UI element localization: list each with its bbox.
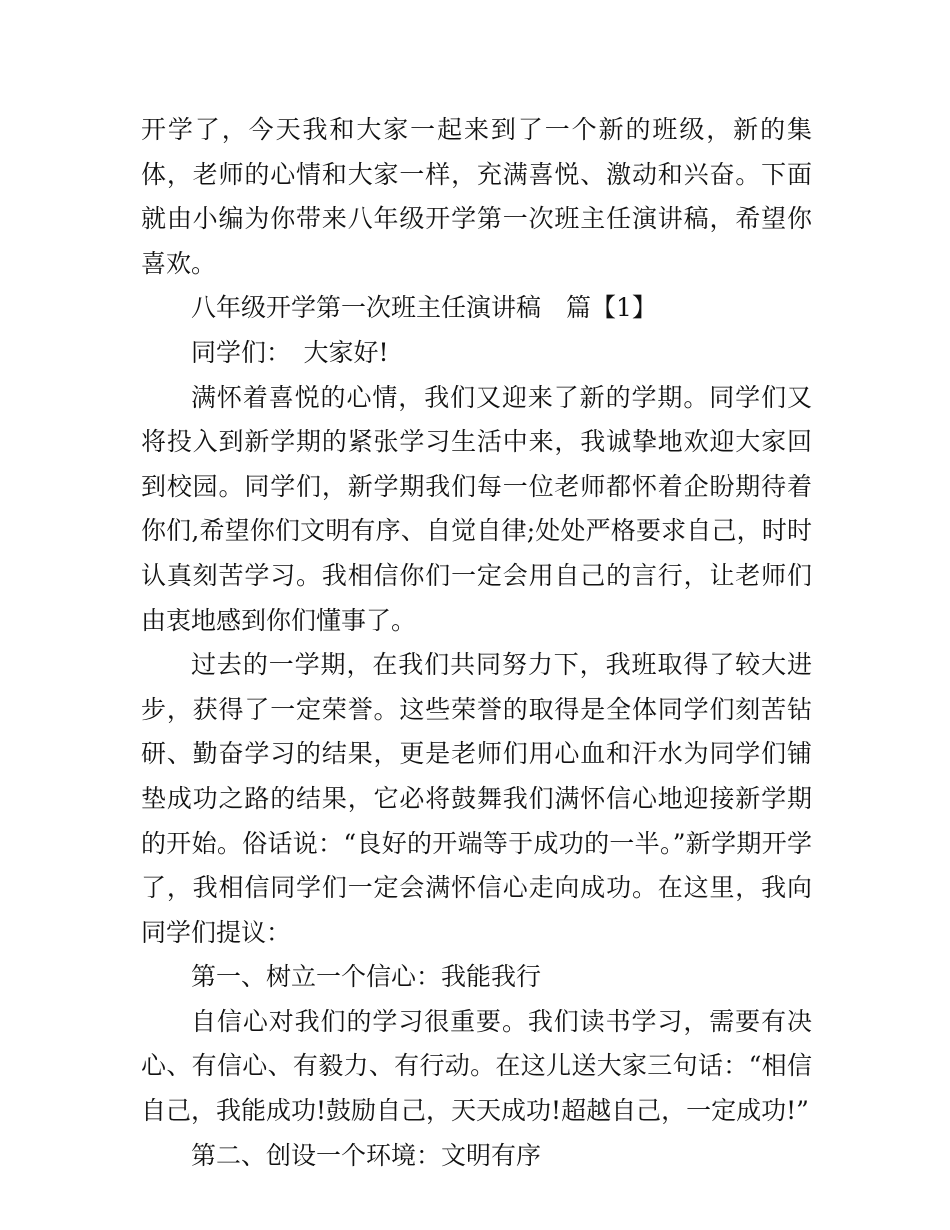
point-heading-2: 第二、创设一个环境：文明有序 bbox=[191, 1140, 542, 1170]
body-paragraph: 自信心对我们的学习很重要。我们读书学习，需要有决心、有信心、有毅力、有行动。在这儿送大家三句话：“相信自己，我能成功!鼓励自己，天天成功!超越自己，一定成功!” bbox=[141, 1006, 812, 1126]
intro-paragraph: 开学了，今天我和大家一起来到了一个新的班级，新的集体，老师的心情和大家一样，充满喜悦、激动和兴奋。下面就由小编为你带来八年级开学第一次班主任演讲稿，希望你喜欢。 bbox=[141, 115, 812, 278]
greeting-line: 同学们： 大家好! bbox=[191, 337, 389, 367]
section-heading: 八年级开学第一次班主任演讲稿 篇【1】 bbox=[191, 293, 657, 323]
point-heading-1: 第一、树立一个信心：我能我行 bbox=[191, 962, 542, 992]
body-paragraph: 满怀着喜悦的心情，我们又迎来了新的学期。同学们又将投入到新学期的紧张学习生活中来，我诚挚地欢迎大家回到校园。同学们，新学期我们每一位老师都怀着企盼期待着你们,希望你们文明有序、自觉自律;处处严格要求自己，时时认真刻苦学习。我相信你们一定会用自己的言行，让老师们由衷地感到你们懂事了。 bbox=[141, 382, 812, 635]
body-paragraph: 过去的一学期，在我们共同努力下，我班取得了较大进步，获得了一定荣誉。这些荣誉的取得是全体同学们刻苦钻研、勤奋学习的结果，更是老师们用心血和汗水为同学们铺垫成功之路的结果，它必将鼓舞我们满怀信心地迎接新学期的开始。俗话说：“良好的开端等于成功的一半。”新学期开学了，我相信同学们一定会满怀信心走向成功。在这里，我向同学们提议： bbox=[141, 650, 812, 947]
